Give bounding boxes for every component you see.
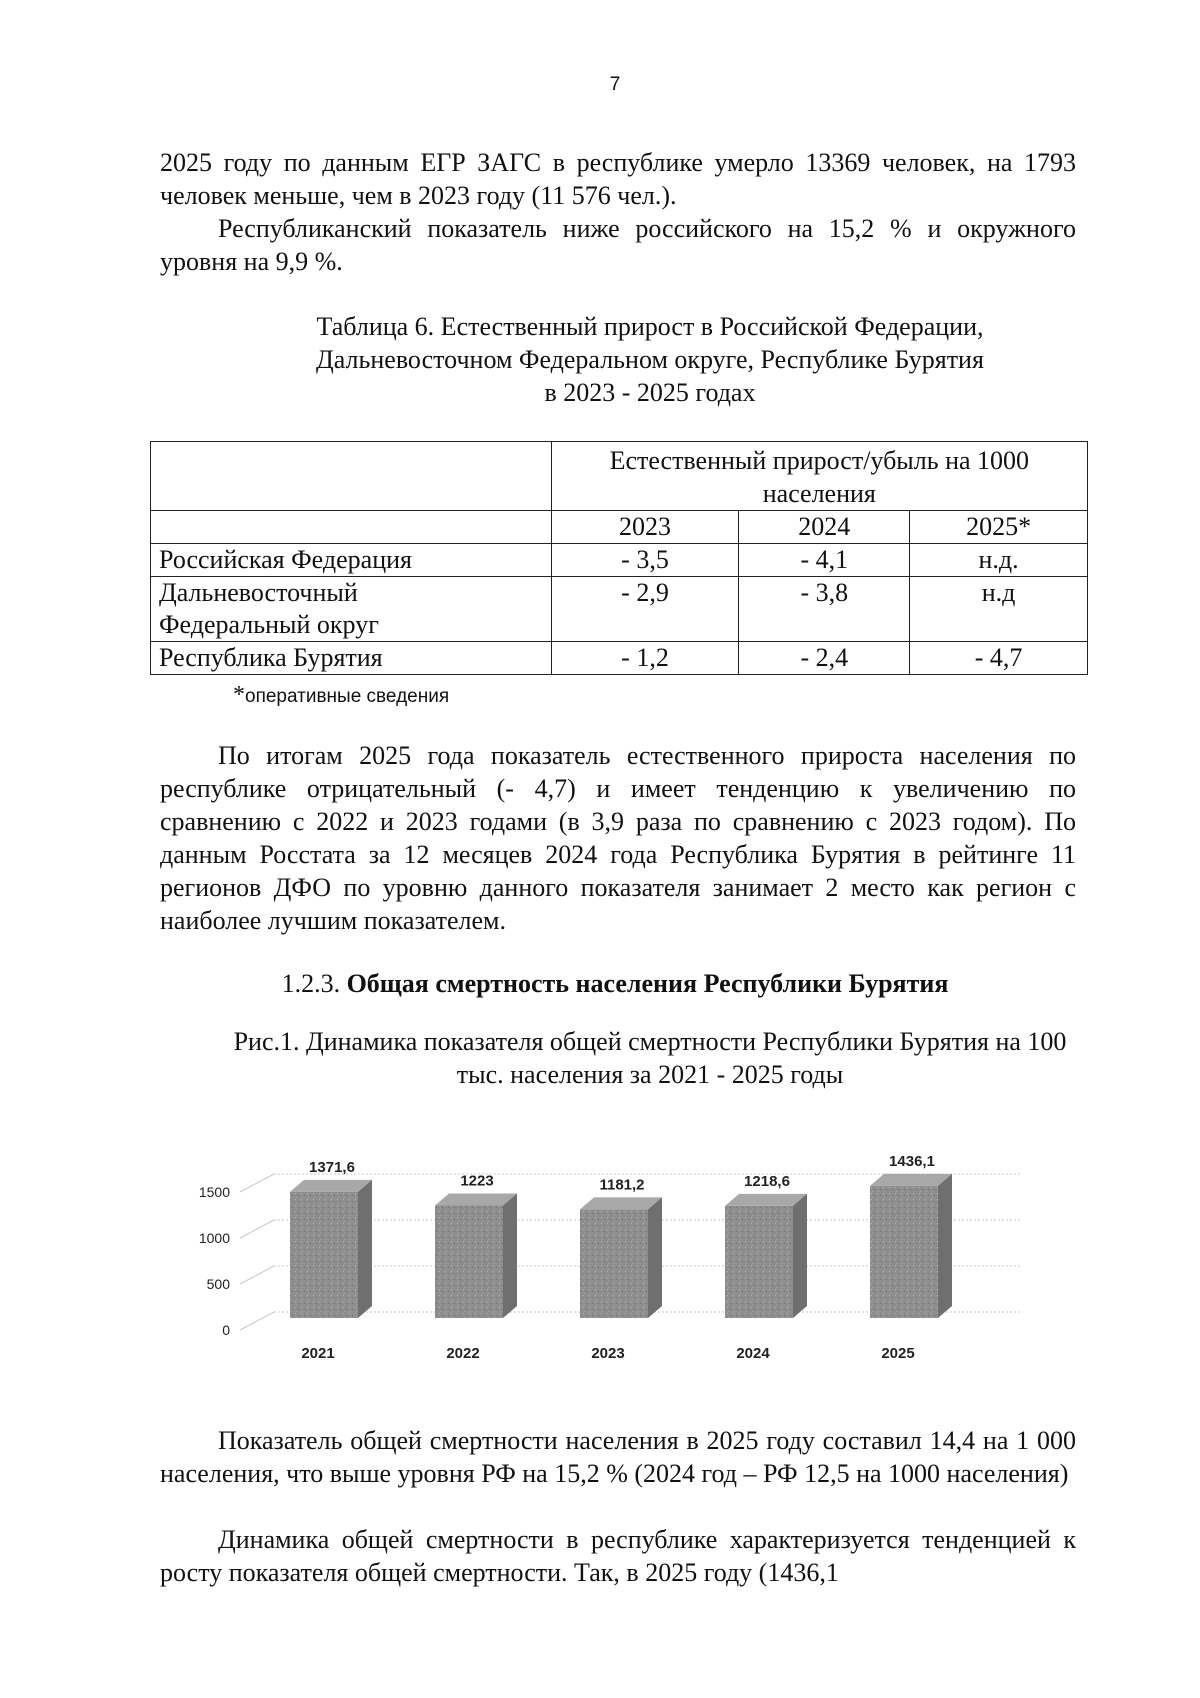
value-cell: - 2,4 bbox=[739, 642, 910, 675]
table-caption-line: в 2023 - 2025 годах bbox=[544, 378, 756, 407]
category-label: 2025 bbox=[881, 1345, 915, 1362]
grid-diagonal bbox=[240, 1266, 274, 1284]
y-tick-label: 1000 bbox=[198, 1230, 230, 1246]
value-label: 1181,2 bbox=[599, 1176, 645, 1194]
bar-front bbox=[580, 1209, 648, 1318]
year-header: 2024 bbox=[739, 511, 910, 544]
region-name-line: Дальневосточный bbox=[159, 578, 358, 607]
mortality-chart bbox=[180, 1132, 1040, 1362]
category-label: 2023 bbox=[591, 1345, 625, 1362]
category-label: 2024 bbox=[736, 1345, 770, 1362]
chart-bar bbox=[870, 1174, 952, 1318]
value-label: 1371,6 bbox=[309, 1158, 355, 1176]
bar-front bbox=[870, 1186, 938, 1318]
intro-paragraph-continued: 2025 году по данным ЕГР ЗАГС в республике умерло 13369 человек, на 1793 человек меньше, чем в 2023 году (11 576 чел.). bbox=[160, 148, 1076, 210]
chart-value-labels bbox=[309, 1153, 935, 1193]
bar-side bbox=[503, 1193, 517, 1318]
table-group-header bbox=[551, 442, 1087, 511]
y-tick-label: 1500 bbox=[198, 1184, 230, 1200]
year-header: 2025* bbox=[910, 511, 1088, 544]
bar-side bbox=[793, 1194, 807, 1318]
natural-growth-table bbox=[150, 441, 1088, 675]
bar-front bbox=[725, 1206, 793, 1318]
category-label: 2022 bbox=[446, 1345, 480, 1362]
section-number: 1.2.3. bbox=[281, 969, 341, 998]
chart-bars bbox=[290, 1174, 952, 1318]
summary-paragraph: По итогам 2025 года показатель естественного прироста населения по республике отрицательный (- 4,7) и имеет тенденцию к увеличению по сравнению с 2022 и 2023 годами (в 3,9 раза по сравнению с 2023 годом). По данным Росстата за 12 месяцев 2024 года Республика Бурятия в рейтинге 11 регионов ДФО по уровню данного показателя занимает 2 место как регион с наиболее лучшим показателем. bbox=[160, 741, 1076, 935]
closing-paragraph-rate: Показатель общей смертности населения в 2025 году составил 14,4 на 1 000 населения, что выше уровня РФ на 15,2 % (2024 год – РФ 12,5 на 1000 населения) bbox=[160, 1426, 1076, 1488]
table-caption-line: Таблица 6. Естественный прирост в Российской Федерации, bbox=[316, 312, 984, 341]
x-axis-labels bbox=[301, 1345, 914, 1362]
region-name bbox=[151, 577, 552, 642]
value-cell: - 3,5 bbox=[551, 544, 739, 577]
bar-top bbox=[580, 1197, 662, 1209]
group-header-line: Естественный прирост/убыль на 1000 bbox=[609, 446, 1030, 475]
bar-side bbox=[648, 1197, 662, 1318]
chart-bar bbox=[435, 1193, 517, 1318]
value-label: 1218,6 bbox=[744, 1172, 790, 1190]
value-cell: н.д. bbox=[910, 544, 1088, 577]
year-header: 2023 bbox=[551, 511, 739, 544]
value-cell: - 1,2 bbox=[551, 642, 739, 675]
table-year-blank bbox=[151, 511, 552, 544]
chart-bar bbox=[290, 1180, 372, 1318]
figure-caption-line: Рис.1. Динамика показателя общей смертности Республики Бурятия на 100 bbox=[233, 1027, 1067, 1056]
footnote-star: * bbox=[233, 682, 245, 708]
footnote-text: оперативные сведения bbox=[245, 686, 450, 707]
page-number: 7 bbox=[609, 74, 621, 95]
bar-top bbox=[290, 1180, 372, 1192]
bar-front bbox=[290, 1192, 358, 1318]
bar-front bbox=[435, 1205, 503, 1318]
section-heading bbox=[0, 969, 1200, 999]
region-name: Республика Бурятия bbox=[151, 642, 552, 675]
table-group-header-row bbox=[151, 442, 1088, 511]
bar-top bbox=[725, 1194, 807, 1206]
closing-paragraph-dynamics: Динамика общей смертности в республике характеризуется тенденцией к росту показателя общей смертности. Так, в 2025 году (1436,1 bbox=[160, 1525, 1076, 1587]
table-row bbox=[151, 544, 1088, 577]
grid-diagonal bbox=[240, 1312, 274, 1330]
value-cell: - 3,8 bbox=[739, 577, 910, 642]
chart-bar bbox=[580, 1197, 662, 1318]
table-caption-line: Дальневосточном Федеральном округе, Республике Бурятия bbox=[316, 345, 984, 374]
value-label: 1223 bbox=[460, 1172, 494, 1190]
figure-caption-line: тыс. населения за 2021 - 2025 годы bbox=[456, 1060, 844, 1089]
table-footnote bbox=[233, 682, 449, 709]
category-label: 2021 bbox=[301, 1345, 335, 1362]
y-axis-ticks bbox=[199, 1184, 230, 1338]
value-label: 1436,1 bbox=[889, 1152, 935, 1170]
value-cell: - 4,7 bbox=[910, 642, 1088, 675]
group-header-line: населения bbox=[762, 479, 876, 508]
bar-side bbox=[938, 1174, 952, 1318]
value-cell: н.д bbox=[910, 577, 1088, 642]
bar-top bbox=[870, 1174, 952, 1186]
chart-bar bbox=[725, 1194, 807, 1318]
intro-paragraph-comparison: Республиканский показатель ниже российского на 15,2 % и окружного уровня на 9,9 %. bbox=[160, 214, 1076, 276]
region-name-line: Федеральный округ bbox=[159, 610, 379, 639]
grid-diagonal bbox=[240, 1174, 274, 1192]
grid-diagonal bbox=[240, 1220, 274, 1238]
region-name: Российская Федерация bbox=[151, 544, 552, 577]
y-tick-label: 500 bbox=[206, 1276, 230, 1292]
y-tick-label: 0 bbox=[222, 1322, 230, 1338]
bar-side bbox=[358, 1180, 372, 1318]
bar-top bbox=[435, 1193, 517, 1205]
section-title: Общая смертность населения Республики Бурятия bbox=[346, 969, 949, 998]
table-row bbox=[151, 642, 1088, 675]
table-caption bbox=[160, 310, 1140, 409]
value-cell: - 2,9 bbox=[551, 577, 739, 642]
table-year-row bbox=[151, 511, 1088, 544]
figure-caption bbox=[160, 1025, 1140, 1091]
table-row bbox=[151, 577, 1088, 642]
value-cell: - 4,1 bbox=[739, 544, 910, 577]
table-corner-cell bbox=[151, 442, 552, 511]
